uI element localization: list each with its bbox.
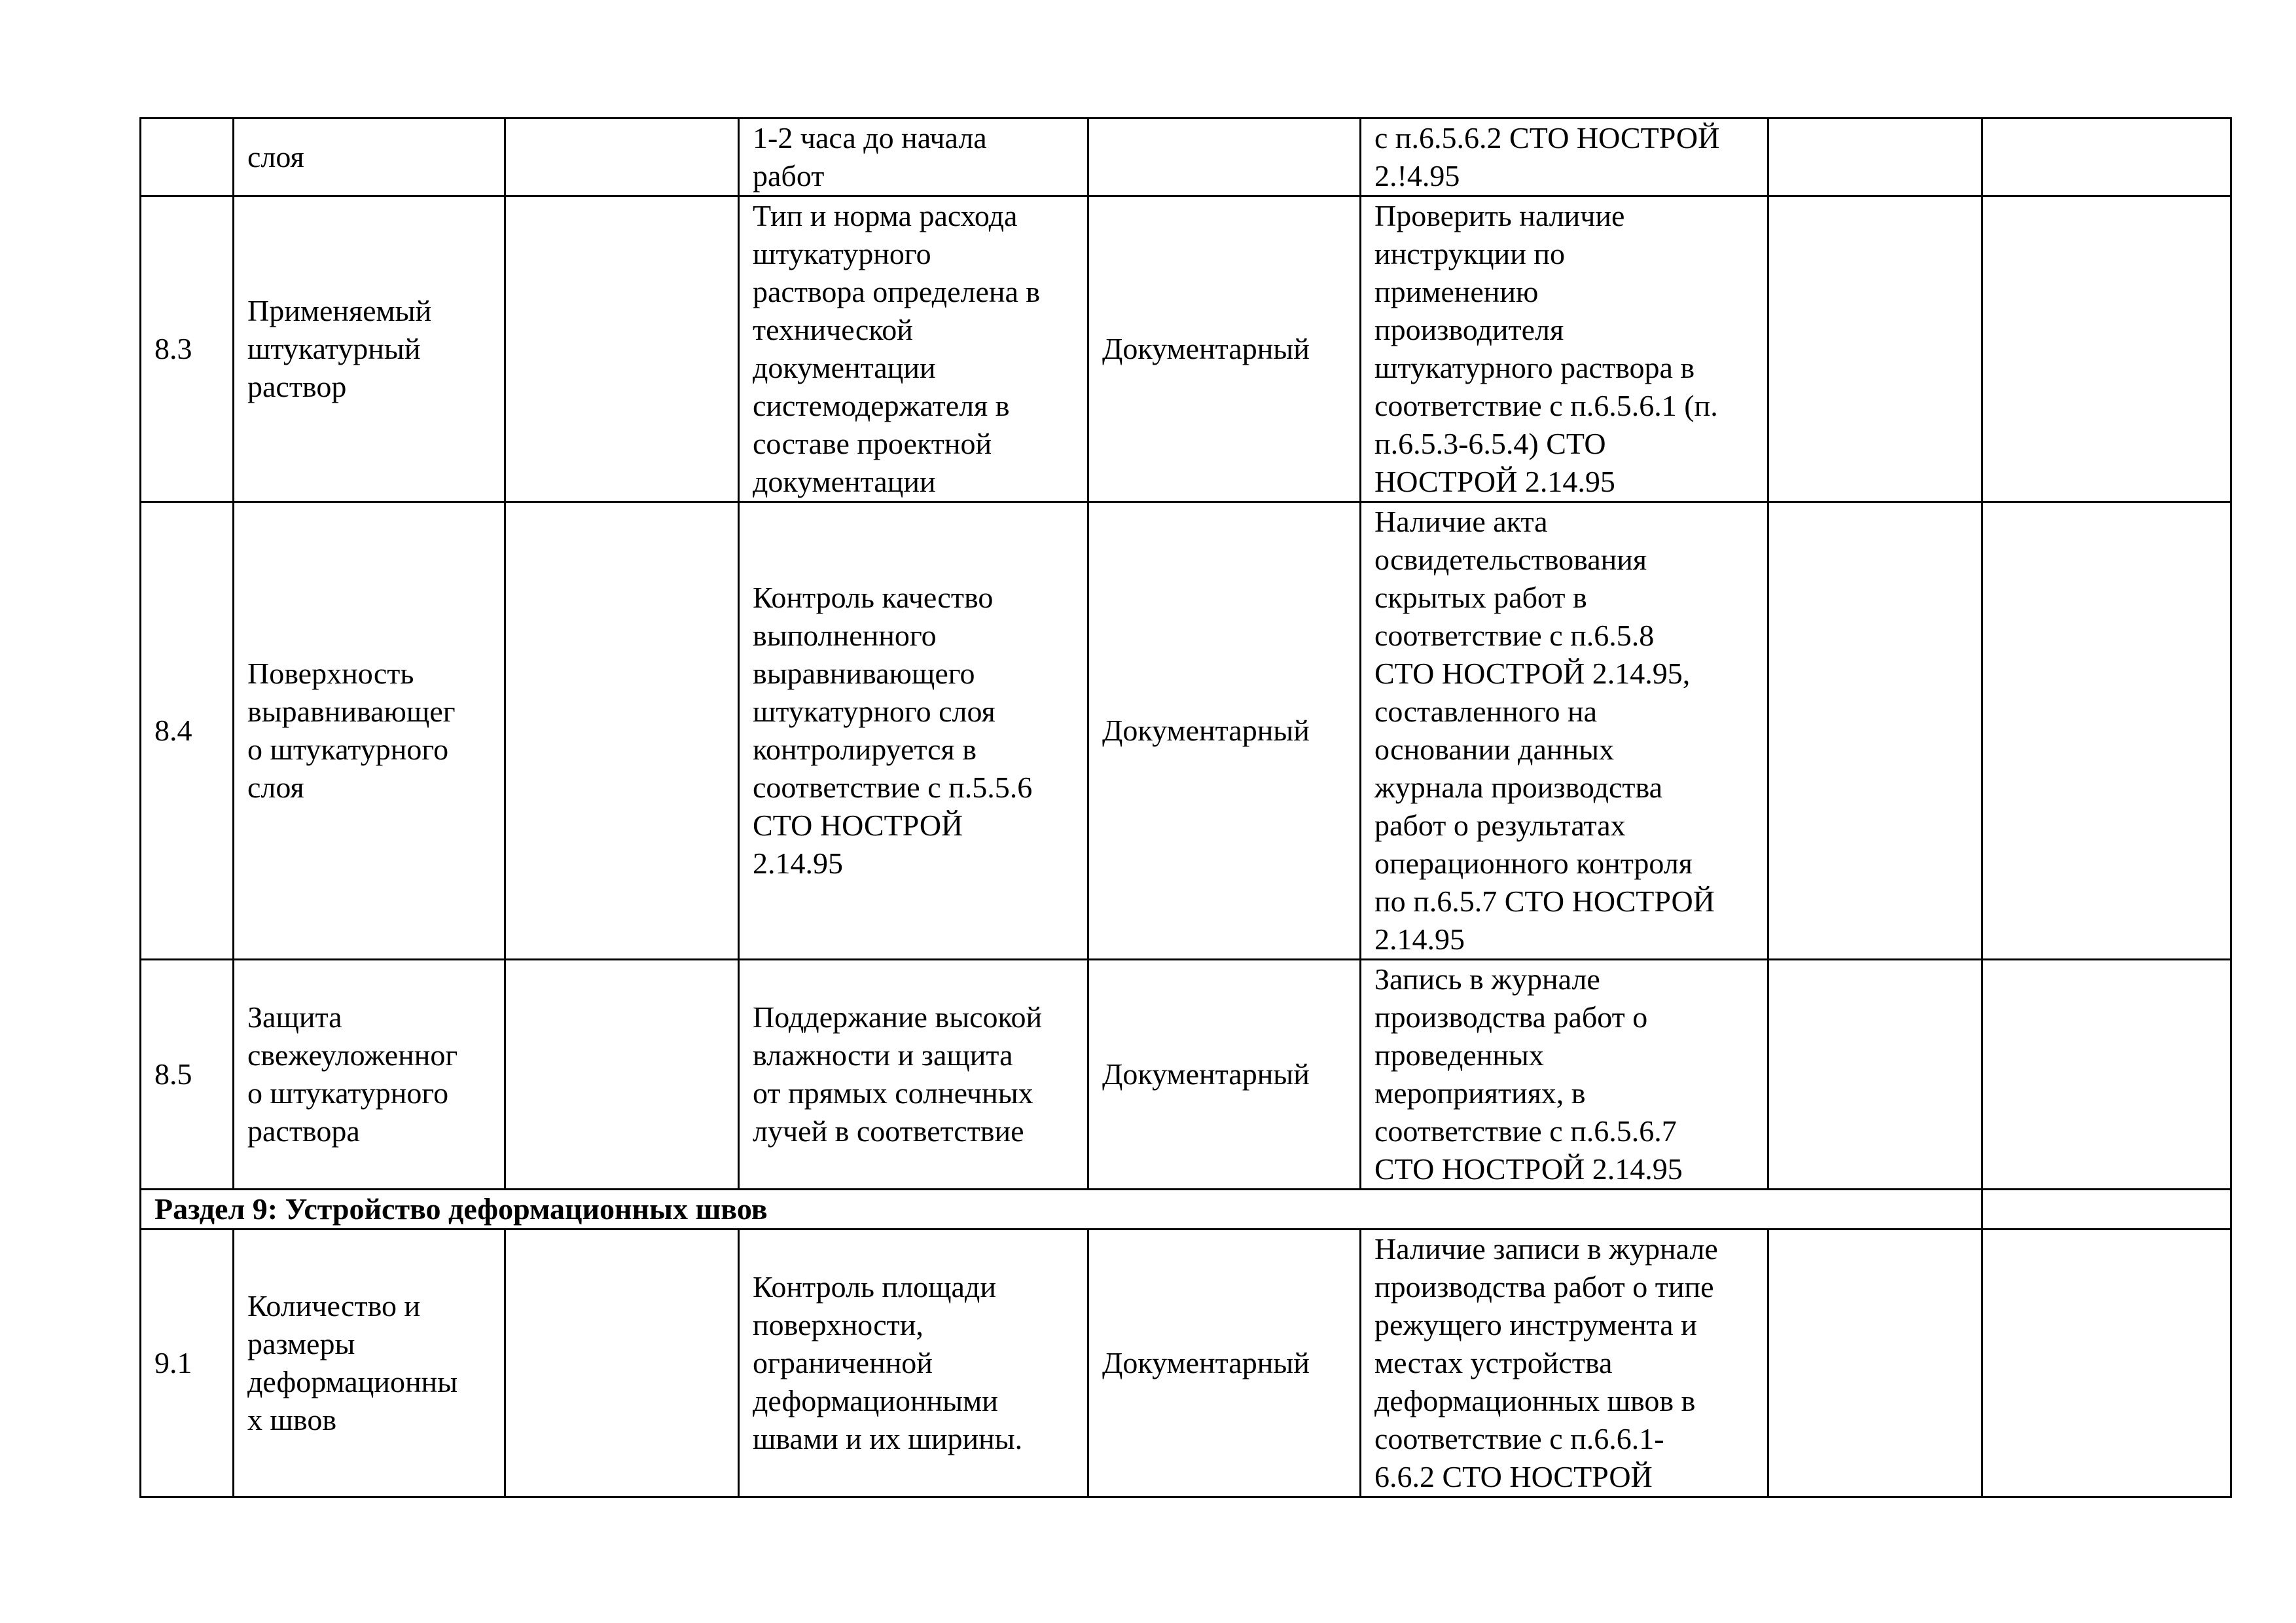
item-name-cell <box>234 196 505 502</box>
requirement-text: Поддержание высокой влажности и защита от прямых солнечных лучей в соответствие <box>753 1000 1043 1148</box>
table-row <box>141 196 2231 502</box>
requirement-cell <box>739 1230 1088 1497</box>
item-name: Применяемый штукатурный раствор <box>247 294 432 403</box>
item-number-cell <box>141 960 234 1190</box>
item-number-cell <box>141 196 234 502</box>
item-name-cell <box>234 119 505 196</box>
item-name-cell <box>234 502 505 960</box>
method-cell <box>1088 960 1361 1190</box>
item-number: 8.5 <box>154 1057 192 1091</box>
empty-cell <box>1982 960 2231 1190</box>
item-number: 8.3 <box>154 332 192 365</box>
requirement-text: Тип и норма расхода штукатурного раствора определена в технической документации системодержателя в составе проектной документации <box>753 199 1041 498</box>
empty-cell <box>1982 1230 2231 1497</box>
table-row <box>141 119 2231 196</box>
requirement-text: Контроль качество выполненного выравнивающего штукатурного слоя контролируется в соответствие с п.5.5.6 СТО НОСТРОЙ 2.14.95 <box>753 581 1033 880</box>
control-method: Документарный <box>1102 714 1310 747</box>
control-text: Проверить наличие инструкции по применению производителя штукатурного раствора в соответствие с п.6.5.6.1 (п. п.6.5.3-6.5.4) СТО НОСТРОЙ 2.14.95 <box>1374 199 1718 498</box>
control-cell <box>1361 119 1768 196</box>
method-cell <box>1088 502 1361 960</box>
empty-cell <box>1982 119 2231 196</box>
control-cell <box>1361 196 1768 502</box>
item-name: Поверхность выравнивающег о штукатурного слоя <box>247 657 456 804</box>
method-cell <box>1088 1230 1361 1497</box>
item-name: Защита свежеуложенног о штукатурного раствора <box>247 1000 458 1148</box>
empty-cell <box>1768 196 1982 502</box>
requirement-cell <box>739 119 1088 196</box>
empty-cell <box>1982 1190 2231 1230</box>
item-number: 9.1 <box>154 1346 192 1379</box>
table-row <box>141 1230 2231 1497</box>
section-title-cell <box>141 1190 1982 1230</box>
table-row <box>141 960 2231 1190</box>
method-cell <box>1088 196 1361 502</box>
method-cell <box>1088 119 1361 196</box>
empty-cell <box>1768 119 1982 196</box>
item-number-cell <box>141 502 234 960</box>
control-cell <box>1361 1230 1768 1497</box>
requirement-text: 1-2 часа до начала работ <box>753 121 987 192</box>
item-number: 8.4 <box>154 714 192 747</box>
empty-cell <box>505 119 739 196</box>
empty-cell <box>505 960 739 1190</box>
section-title: Раздел 9: Устройство деформационных швов <box>154 1192 768 1226</box>
item-number-cell <box>141 119 234 196</box>
item-name-cell <box>234 1230 505 1497</box>
section-header-row <box>141 1190 2231 1230</box>
requirement-text: Контроль площади поверхности, ограниченной деформационными швами и их ширины. <box>753 1270 1023 1455</box>
item-name-cell <box>234 960 505 1190</box>
requirement-cell <box>739 502 1088 960</box>
control-text: Наличие записи в журнале производства работ о типе режущего инструмента и местах устройства деформационных швов в соответствие с п.6.6.1- 6.6.2 СТО НОСТРОЙ <box>1374 1232 1718 1493</box>
item-name: Количество и размеры деформационны х швов <box>247 1289 458 1436</box>
control-method: Документарный <box>1102 1057 1310 1091</box>
empty-cell <box>1768 960 1982 1190</box>
item-name: слоя <box>247 140 304 173</box>
control-cell <box>1361 960 1768 1190</box>
empty-cell <box>1768 1230 1982 1497</box>
requirement-cell <box>739 960 1088 1190</box>
control-text: Наличие акта освидетельствования скрытых работ в соответствие с п.6.5.8 СТО НОСТРОЙ 2.14.95, составленного на основании данных журнала производства работ о результатах операционного контроля по п.6.5.7 СТО НОСТРОЙ 2.14.95 <box>1374 505 1715 956</box>
control-text: с п.6.5.6.2 СТО НОСТРОЙ 2.!4.95 <box>1374 121 1720 192</box>
empty-cell <box>1982 196 2231 502</box>
item-number-cell <box>141 1230 234 1497</box>
empty-cell <box>1982 502 2231 960</box>
empty-cell <box>505 196 739 502</box>
empty-cell <box>1768 502 1982 960</box>
empty-cell <box>505 1230 739 1497</box>
control-text: Запись в журнале производства работ о проведенных мероприятиях, в соответствие с п.6.5.6.7 СТО НОСТРОЙ 2.14.95 <box>1374 962 1683 1186</box>
control-cell <box>1361 502 1768 960</box>
control-method: Документарный <box>1102 1346 1310 1379</box>
table-row <box>141 502 2231 960</box>
control-method: Документарный <box>1102 332 1310 365</box>
empty-cell <box>505 502 739 960</box>
inspection-table <box>139 117 2232 1498</box>
requirement-cell <box>739 196 1088 502</box>
